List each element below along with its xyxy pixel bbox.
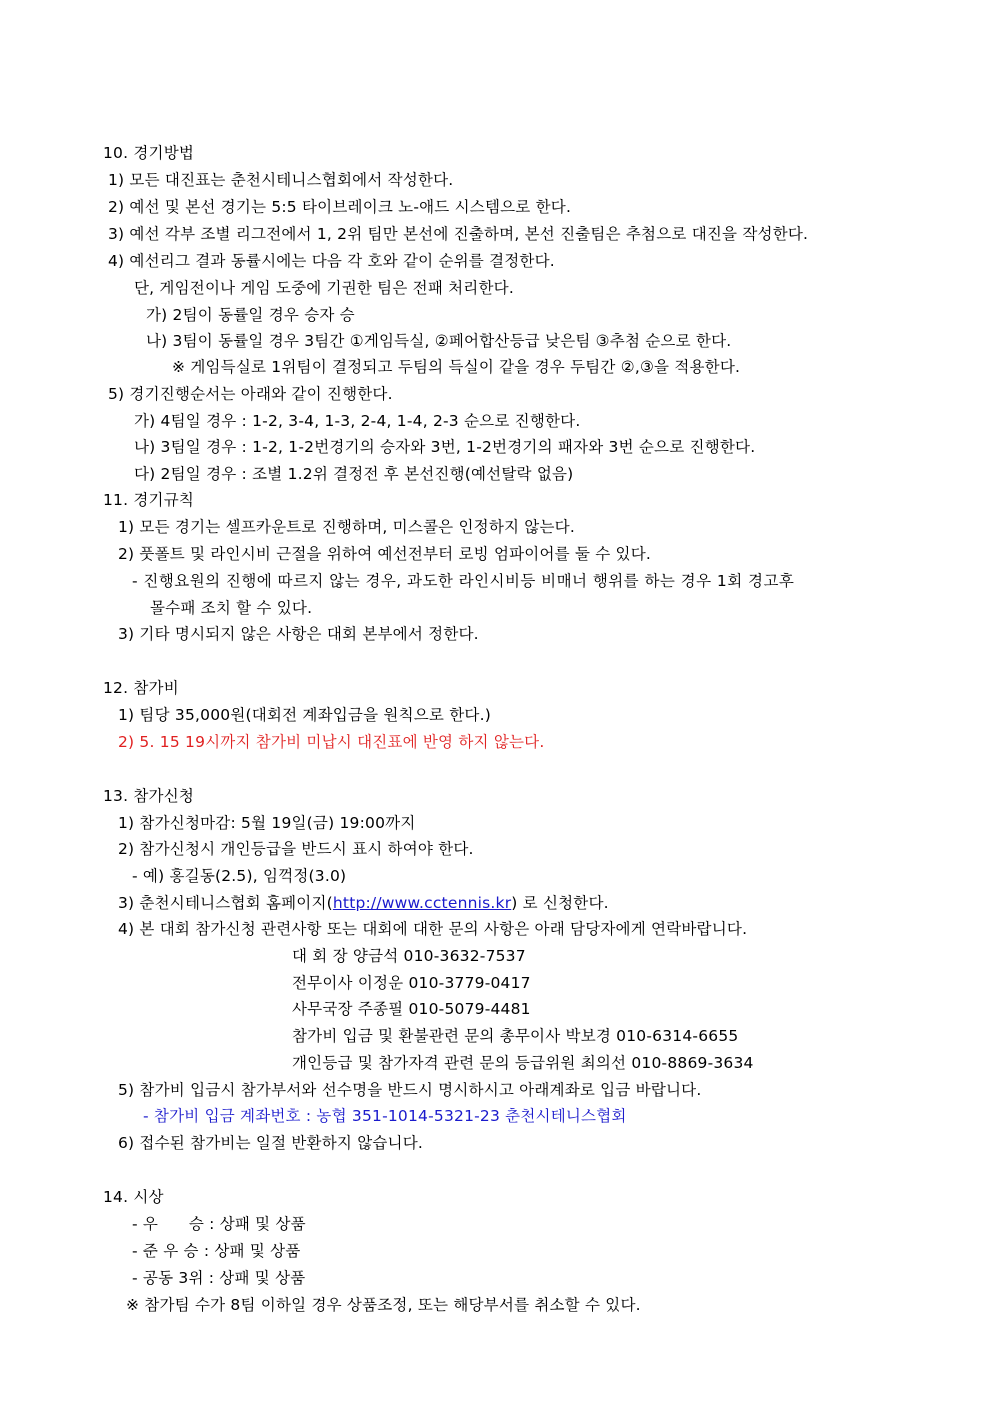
s12-item-2-warning: 2) 5. 15 19시까지 참가비 미납시 대진표에 반영 하지 않는다. — [118, 733, 545, 751]
contact-secretary-general: 사무국장 주종필 010-5079-4481 — [292, 1000, 531, 1018]
s13-item-6: 6) 접수된 참가비는 일절 반환하지 않습니다. — [118, 1134, 424, 1152]
s11-item-2: 2) 풋폴트 및 라인시비 근절을 위하여 예선전부터 로빙 엄파이어를 둘 수 있다. — [118, 545, 652, 563]
section-11-heading: 11. 경기규칙 — [103, 491, 195, 509]
s12-item-1: 1) 팀당 35,000원(대회전 계좌입금을 원칙으로 한다.) — [118, 706, 491, 724]
section-10-heading: 10. 경기방법 — [103, 144, 195, 162]
s13-item-4: 4) 본 대회 참가신청 관련사항 또는 대회에 대한 문의 사항은 아래 담당자에게 연락바랍니다. — [118, 920, 748, 938]
bank-account-info: - 참가비 입금 계좌번호 : 농협 351-1014-5321-23 춘천시테니스협회 — [143, 1107, 627, 1125]
s10-item-4-note: 단, 게임전이나 게임 도중에 기권한 팀은 전패 처리한다. — [134, 279, 514, 297]
s11-item-2-note-line-2: 몰수패 조치 할 수 있다. — [150, 599, 313, 617]
s11-item-2-note-line-1: - 진행요원의 진행에 따르지 않는 경우, 과도한 라인시비등 비매너 행위를 하는 경우 1회 경고후 — [132, 572, 795, 590]
s10-item-1: 1) 모든 대진표는 춘천시테니스협회에서 작성한다. — [108, 171, 454, 189]
section-12-heading: 12. 참가비 — [103, 679, 179, 697]
s10-item-4: 4) 예선리그 결과 동률시에는 다음 각 호와 같이 순위를 결정한다. — [108, 252, 555, 270]
prize-note: ※ 참가팀 수가 8팀 이하일 경우 상품조정, 또는 해당부서를 취소할 수 있다. — [126, 1296, 641, 1314]
s13-item-3-suffix: ) 로 신청한다. — [511, 894, 609, 912]
s13-item-3 — [118, 893, 609, 913]
contact-executive-director: 전무이사 이정운 010-3779-0417 — [292, 974, 531, 992]
s10-item-4-b-note: ※ 게임득실로 1위팀이 결정되고 두팀의 득실이 같을 경우 두팀간 ②,③을 적용한다. — [172, 358, 741, 376]
section-13-heading: 13. 참가신청 — [103, 787, 195, 805]
homepage-link[interactable]: http://www.cctennis.kr — [332, 894, 512, 912]
s13-item-2-example: - 예) 홍길동(2.5), 임꺽정(3.0) — [132, 867, 347, 885]
s13-item-3-prefix: 3) 춘천시테니스협회 홈페이지( — [118, 894, 333, 912]
s10-item-5-b: 나) 3팀일 경우 : 1-2, 1-2번경기의 승자와 3번, 1-2번경기의 패자와 3번 순으로 진행한다. — [134, 438, 756, 456]
prize-winner: - 우 승 : 상패 및 상품 — [132, 1215, 306, 1233]
prize-runner-up: - 준 우 승 : 상패 및 상품 — [132, 1242, 301, 1260]
s13-item-5: 5) 참가비 입금시 참가부서와 선수명을 반드시 명시하시고 아래계좌로 입금 바랍니다. — [118, 1081, 702, 1099]
s10-item-5-c: 다) 2팀일 경우 : 조별 1.2위 결정전 후 본선진행(예선탈락 없음) — [134, 465, 574, 483]
s13-item-2: 2) 참가신청시 개인등급을 반드시 표시 하여야 한다. — [118, 840, 474, 858]
s10-item-2: 2) 예선 및 본선 경기는 5:5 타이브레이크 노-애드 시스템으로 한다. — [108, 198, 572, 216]
s11-item-3: 3) 기타 명시되지 않은 사항은 대회 본부에서 정한다. — [118, 625, 479, 643]
contact-president: 대 회 장 양금석 010-3632-7537 — [292, 947, 526, 965]
s10-item-3: 3) 예선 각부 조별 리그전에서 1, 2위 팀만 본선에 진출하며, 본선 진출팀은 추첨으로 대진을 작성한다. — [108, 225, 809, 243]
s11-item-1: 1) 모든 경기는 셀프카운트로 진행하며, 미스콜은 인정하지 않는다. — [118, 518, 575, 536]
s10-item-5-a: 가) 4팀일 경우 : 1-2, 3-4, 1-3, 2-4, 1-4, 2-3 순으로 진행한다. — [134, 412, 581, 430]
prize-joint-third: - 공동 3위 : 상패 및 상품 — [132, 1269, 306, 1287]
contact-fee-inquiry: 참가비 입금 및 환불관련 문의 총무이사 박보경 010-6314-6655 — [292, 1027, 739, 1045]
s10-item-4-b: 나) 3팀이 동률일 경우 3팀간 ①게임득실, ②페어합산등급 낮은팀 ③추첨 순으로 한다. — [146, 332, 732, 350]
s10-item-5: 5) 경기진행순서는 아래와 같이 진행한다. — [108, 385, 393, 403]
s13-item-1: 1) 참가신청마감: 5월 19일(금) 19:00까지 — [118, 814, 416, 832]
contact-grade-inquiry: 개인등급 및 참가자격 관련 문의 등급위원 최의선 010-8869-3634 — [292, 1054, 754, 1072]
s10-item-4-a: 가) 2팀이 동률일 경우 승자 승 — [146, 306, 355, 324]
section-14-heading: 14. 시상 — [103, 1188, 164, 1206]
